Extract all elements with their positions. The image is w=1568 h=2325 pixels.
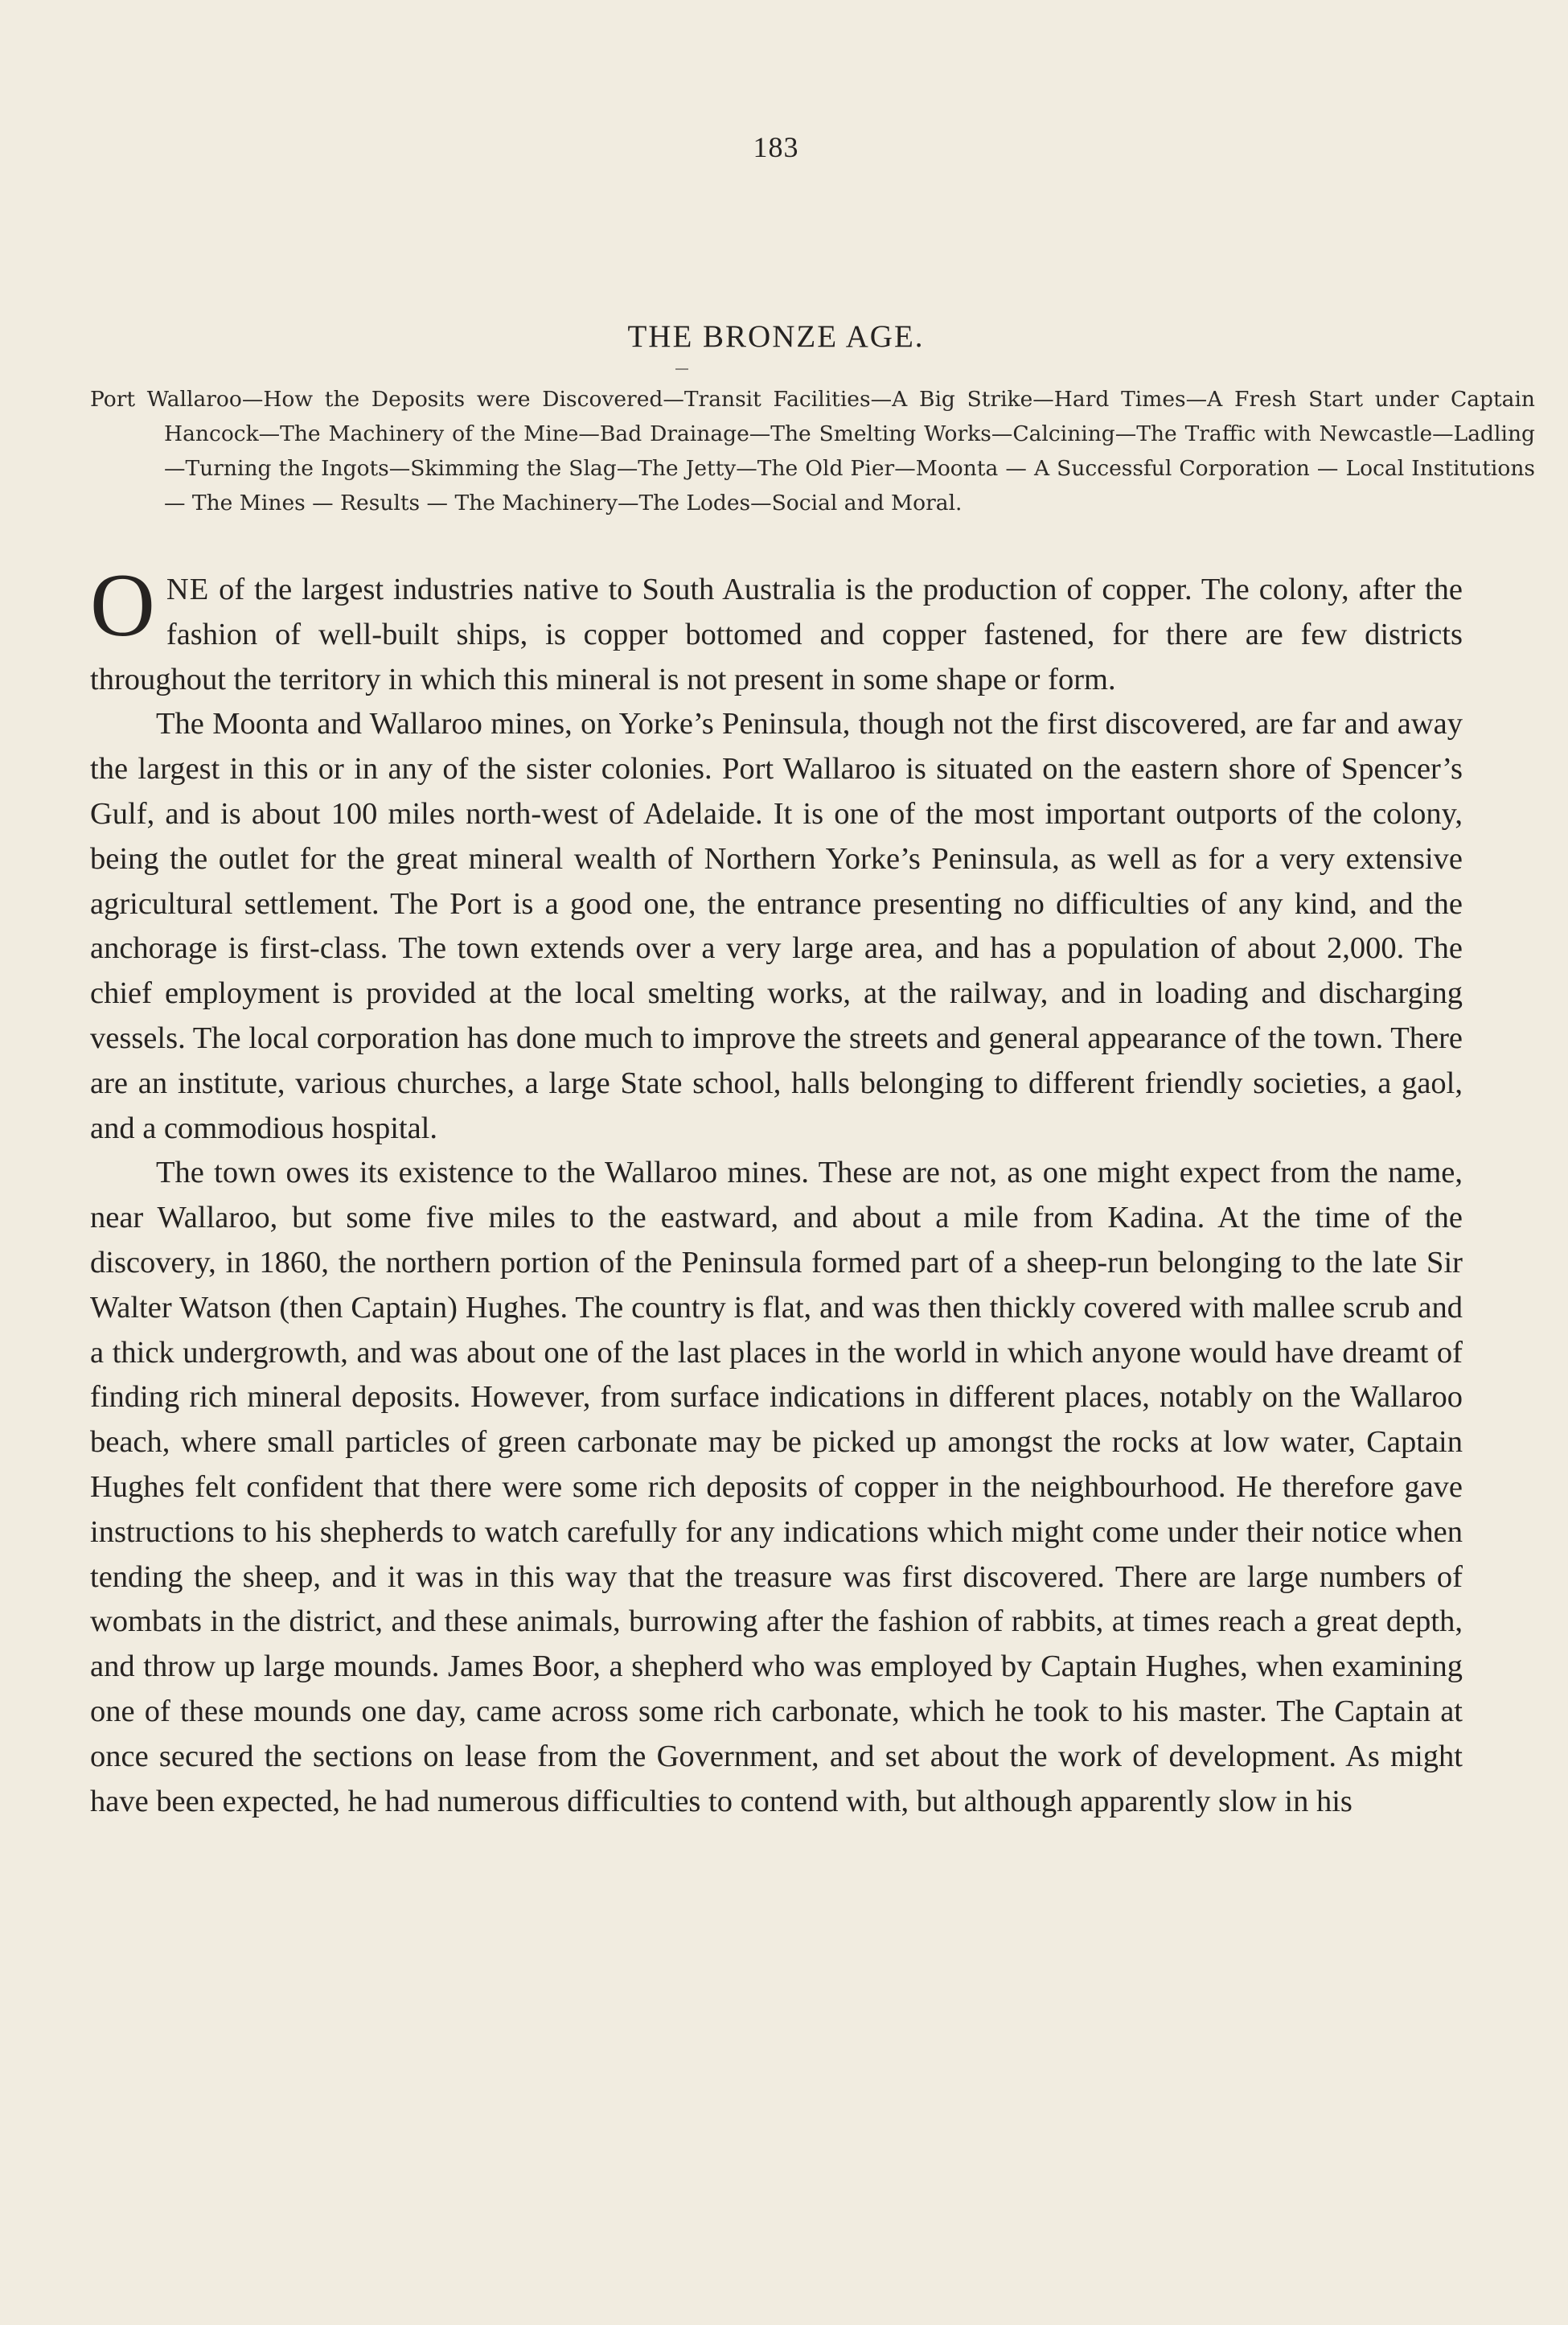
title-rule bbox=[675, 368, 688, 370]
page-number: 183 bbox=[753, 131, 799, 163]
chapter-synopsis: Port Wallaroo—How the Deposits were Discovered—Transit Facilities—A Big Strike—Hard Times—A Fresh Start under Captain Hancock—The Machinery of the Mine—Bad Drainage—The Smelting Works—Calcining—The Traffic with Newcastle—Ladling—Turning the Ingots—Skimming the Slag—The Jetty—The Old Pier—Moonta — A Successful Corporation — Local Institutions — The Mines — Results — The Machinery—The Lodes—Social and Moral. bbox=[90, 387, 1535, 516]
paragraph-3: The town owes its existence to the Wallaroo mines. These are not, as one might expect from the name, near Wallaroo, but some five miles to the eastward, and about a mile from Kadina. At the time of the discovery, in 1860, the northern portion of the Peninsula formed part of a sheep-run belonging to the late Sir Walter Watson (then Captain) Hughes. The country is flat, and was then thickly covered with mallee scrub and a thick undergrowth, and was about one of the last places in the world in which anyone would have dreamt of finding rich mineral deposits. However, from surface indications in different places, notably on the Wallaroo beach, where small particles of green carbonate may be picked up amongst the rocks at low water, Captain Hughes felt confident that there were some rich deposits of copper in the neighbourhood. He therefore gave instructions to his shepherds to watch carefully for any indications which might come under their notice when tending the sheep, and it was in this way that the treasure was first discovered. There are large numbers of wombats in the district, and these animals, burrowing after the fashion of rabbits, at times reach a great depth, and throw up large mounds. James Boor, a shepherd who was employed by Captain Hughes, when examining one of these mounds one day, came across some rich carbonate, which he took to his master. The Captain at once secured the sections on lease from the Government, and set about the work of development. As might have been expected, he had numerous difficulties to contend with, but although apparently slow in his bbox=[90, 1156, 1463, 1818]
paragraph-1 bbox=[90, 556, 1463, 702]
lead-word-rest: NE bbox=[166, 573, 210, 606]
paragraph-2: The Moonta and Wallaroo mines, on Yorke’s Peninsula, though not the first discovered, are far and away the largest in this or in any of the sister colonies. Port Wallaroo is situated on the eastern shore of Spencer’s Gulf, and is about 100 miles north-west of Adelaide. It is one of the most important outports of the colony, being the outlet for the great mineral wealth of Northern Yorke’s Peninsula, as well as for a very extensive agricultural settlement. The Port is a good one, the entrance presenting no difficulties of any kind, and the anchorage is first-class. The town extends over a very large area, and has a population of about 2,000. The chief employment is provided at the local smelting works, at the railway, and in loading and discharging vessels. The local corporation has done much to improve the streets and general appearance of the town. There are an institute, various churches, a large State school, halls belonging to different friendly societies, a gaol, and a commodious hospital. bbox=[90, 707, 1463, 1145]
body-text bbox=[90, 556, 1463, 1824]
chapter-title: THE BRONZE AGE. bbox=[627, 319, 925, 354]
paragraph-1-text: of the largest industries native to South Australia is the production of copper. The colony, after the fashion of well-built ships, is copper bottomed and copper fastened, for there are few districts throughout the territory in which this mineral is not present in some shape or form. bbox=[90, 573, 1463, 696]
drop-cap: O bbox=[90, 556, 155, 655]
